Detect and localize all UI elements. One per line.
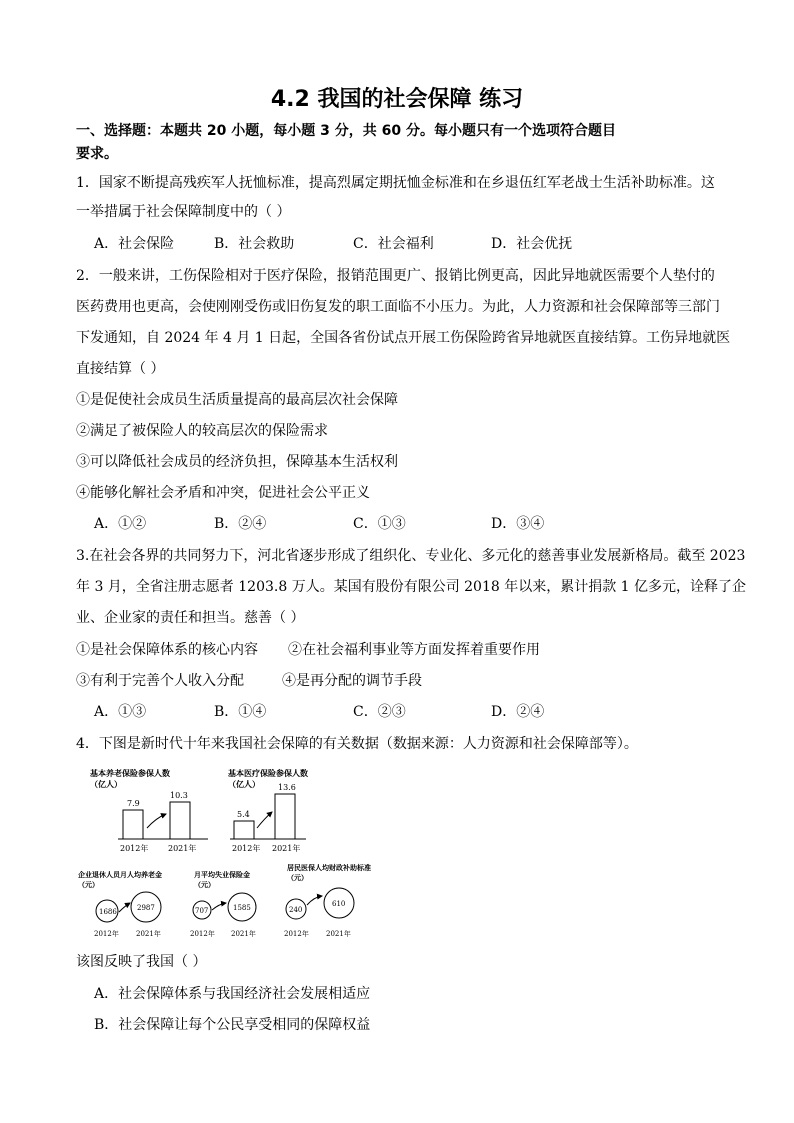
q3-item-3: ③有利于完善个人收入分配 [76,673,244,689]
q1-option-d[interactable]: D．社会优抚 [491,236,573,252]
chart2-title: 基本医疗保险参保人数 [228,768,308,778]
q3-stem-line2: 年 3 月，全省注册志愿者 1203.8 万人。某国有股份有限公司 2018 年以来，累计捐款 1 亿多元，诠释了企 [76,579,747,595]
page-title: 4.2 我国的社会保障 练习 [270,87,524,112]
q2-stem-line4: 直接结算（ ） [76,361,165,377]
q1-stem-line2: 一举措属于社会保障制度中的（ ） [76,204,291,220]
circle1-unit: （元） [78,880,99,889]
q3-item-1: ①是社会保障体系的核心内容 [76,642,258,658]
circle1-value-2021: 2987 [137,904,155,912]
medical-insured-chart [228,768,308,853]
circle2-year-2021: 2021年 [231,930,256,938]
social-security-figure [74,764,404,944]
circle3-year-2012: 2012年 [284,930,309,938]
chart1-bar-2012 [123,810,143,839]
circle2-value-2021: 1585 [233,904,251,912]
q3-stem-line3: 业、企业家的责任和担当。慈善（ ） [76,610,305,626]
circle3-year-2021: 2021年 [326,930,351,938]
chart2-year-2012: 2012年 [232,844,261,853]
q2-option-c[interactable]: C．①③ [353,516,406,532]
chart2-value-2021: 13.6 [278,783,296,792]
circle1-value-2012: 1686 [99,908,117,916]
q2-item-4: ④能够化解社会矛盾和冲突，促进社会公平正义 [76,485,370,501]
q2-item-3: ③可以降低社会成员的经济负担，保障基本生活权利 [76,454,398,470]
chart1-value-2021: 10.3 [170,791,188,800]
circle2-arrow-icon [212,903,226,910]
circle2-value-2012: 707 [195,907,209,915]
q4-stem-line1: 4．下图是新时代十年来我国社会保障的有关数据（数据来源：人力资源和社会保障部等）。 [76,736,638,752]
chart1-bar-2021 [170,802,190,839]
section-heading-line2: 要求。 [76,146,118,162]
chart1-unit: （亿人） [90,779,122,789]
chart1-value-2012: 7.9 [127,799,140,808]
chart2-bar-2021 [275,794,295,839]
q1-stem-line1: 1．国家不断提高残疾军人抚恤标准，提高烈属定期抚恤金标准和在乡退伍红军老战士生活补助标准。这 [76,175,715,191]
q2-stem-line1: 2．一般来讲，工伤保险相对于医疗保险，报销范围更广、报销比例更高，因此异地就医需要个人垫付的 [76,268,715,284]
q2-stem-line2: 医药费用也更高，会使刚刚受伤或旧伤复发的职工面临不小压力。为此，人力资源和社会保障部等三部门 [76,299,720,315]
section-heading-line1: 一、选择题：本题共 20 小题，每小题 3 分，共 60 分。每小题只有一个选项符合题目 [76,123,616,139]
q2-option-a[interactable]: A．①② [94,516,147,532]
q2-item-1: ①是促使社会成员生活质量提高的最高层次社会保障 [76,392,398,408]
q3-item-4: ④是再分配的调节手段 [282,673,422,689]
q3-stem-line1: 3.在社会各界的共同努力下，河北省逐步形成了组织化、专业化、多元化的慈善事业发展新格局。截至 2023 [76,548,746,564]
chart1-title: 基本养老保险参保人数 [90,768,170,778]
chart2-value-2012: 5.4 [237,810,250,819]
circle1-title: 企业退休人员月人均养老金 [78,870,162,879]
pension-amount-circles [77,870,162,938]
q2-option-b[interactable]: B．②④ [214,516,267,532]
circle2-year-2012: 2012年 [190,930,215,938]
medical-subsidy-circles [284,863,371,938]
chart2-bar-2012 [234,821,254,839]
q4-option-a[interactable]: A．社会保障体系与我国经济社会发展相适应 [94,986,371,1002]
q3-option-c[interactable]: C．②③ [353,704,406,720]
q4-option-b[interactable]: B．社会保障让每个公民享受相同的保障权益 [94,1017,371,1033]
unemployment-benefit-circles [190,870,256,938]
q3-option-b[interactable]: B．①④ [214,704,267,720]
q1-option-a[interactable]: A．社会保险 [94,236,175,252]
circle3-unit: （元） [287,873,308,882]
circle3-value-2021: 610 [332,900,346,908]
circle1-arrow-icon [119,903,130,912]
circle3-arrow-icon [307,896,322,905]
chart1-arrow-icon [147,814,166,828]
q2-item-2: ②满足了被保险人的较高层次的保险需求 [76,423,328,439]
circle3-value-2012: 240 [289,906,303,914]
circle1-year-2021: 2021年 [136,930,161,938]
chart1-year-2012: 2012年 [120,844,149,853]
q3-option-d[interactable]: D．②④ [491,704,545,720]
q1-option-c[interactable]: C．社会福利 [353,236,434,252]
q3-item-2: ②在社会福利事业等方面发挥着重要作用 [288,642,540,658]
chart2-year-2021: 2021年 [272,844,301,853]
chart2-arrow-icon [257,812,272,828]
circle3-title: 居民医保人均财政补助标准 [287,863,371,872]
pension-insured-chart [90,768,208,853]
q2-stem-line3: 下发通知，自 2024 年 4 月 1 日起，全国各省份试点开展工伤保险跨省异地就医直接结算。工伤异地就医 [76,330,731,346]
chart1-year-2021: 2021年 [168,844,197,853]
circle2-title: 月平均失业保险金 [194,870,250,879]
q3-option-a[interactable]: A．①③ [94,704,147,720]
q1-option-b[interactable]: B．社会救助 [214,236,295,252]
q2-option-d[interactable]: D．③④ [491,516,545,532]
circle2-unit: （元） [194,880,215,889]
chart2-unit: （亿人） [228,779,260,789]
circle1-year-2012: 2012年 [94,930,119,938]
q4-stem-line2: 该图反映了我国（ ） [76,954,207,970]
